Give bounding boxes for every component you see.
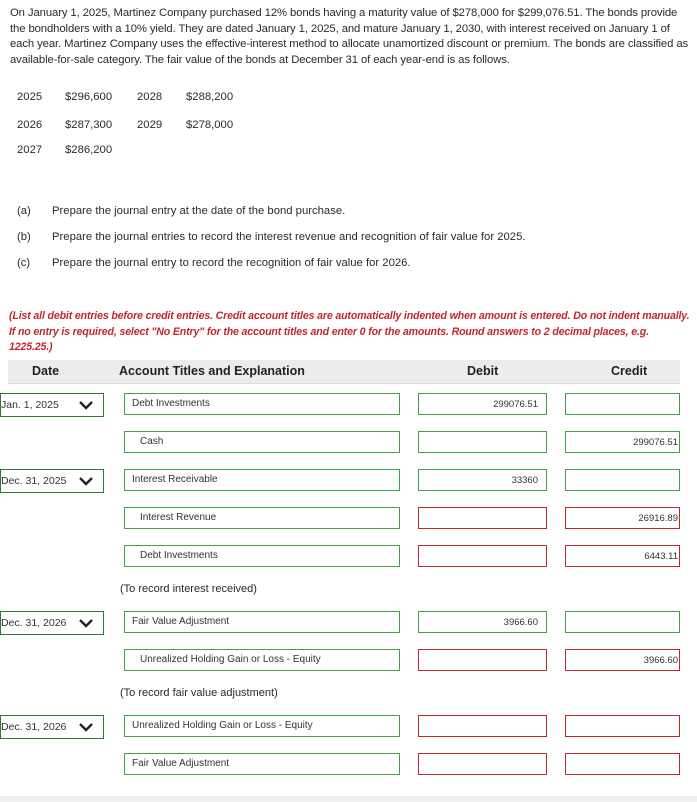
credit-input[interactable] bbox=[565, 469, 680, 491]
fv-value: $288,200 bbox=[186, 91, 234, 103]
header-credit: Credit bbox=[611, 364, 648, 378]
debit-value: 299076.51 bbox=[493, 399, 538, 410]
debit-input[interactable] bbox=[418, 545, 547, 567]
debit-input[interactable] bbox=[418, 431, 547, 453]
credit-value: 26916.89 bbox=[638, 513, 678, 524]
account-title-value: Unrealized Holding Gain or Loss - Equity bbox=[132, 720, 313, 731]
debit-input[interactable] bbox=[418, 507, 547, 529]
date-select[interactable] bbox=[0, 393, 104, 417]
date-select-value: Jan. 1, 2025 bbox=[1, 399, 59, 411]
fv-value: $296,600 bbox=[65, 91, 113, 103]
account-title-value: Debt Investments bbox=[132, 398, 210, 409]
header-account: Account Titles and Explanation bbox=[119, 364, 305, 378]
debit-value: 33360 bbox=[511, 475, 538, 486]
instructions: (List all debit entries before credit entries. Credit account titles are automatically indented when amount is entered. Do not indent manually. If no entry is required, select "No Entry" for the account titles and enter 0 for the amounts. Round answers to 2 decimal places, e.g. 1225.25.) bbox=[9, 310, 690, 353]
credit-input[interactable] bbox=[565, 611, 680, 633]
chevron-down-icon bbox=[78, 398, 94, 412]
account-title-input[interactable] bbox=[124, 649, 400, 671]
date-select-value: Dec. 31, 2026 bbox=[1, 617, 67, 629]
debit-input[interactable] bbox=[418, 469, 547, 491]
note-interest: (To record interest received) bbox=[120, 583, 257, 595]
account-title-input[interactable] bbox=[124, 545, 400, 567]
credit-value: 299076.51 bbox=[633, 437, 678, 448]
account-title-value: Fair Value Adjustment bbox=[132, 616, 230, 627]
account-title-value: Interest Revenue bbox=[140, 512, 217, 523]
account-title-input[interactable] bbox=[124, 393, 400, 415]
part-label: (c) bbox=[17, 257, 31, 269]
header-debit: Debit bbox=[467, 364, 499, 378]
fv-year: 2029 bbox=[137, 119, 163, 131]
chevron-down-icon bbox=[78, 616, 94, 630]
journal-table-header bbox=[8, 360, 680, 384]
chevron-down-icon bbox=[78, 720, 94, 734]
date-select[interactable] bbox=[0, 715, 104, 739]
fv-year: 2027 bbox=[17, 144, 43, 156]
credit-value: 3966.60 bbox=[643, 655, 678, 666]
account-title-value: Cash bbox=[140, 436, 164, 447]
debit-input[interactable] bbox=[418, 393, 547, 415]
fv-year: 2028 bbox=[137, 91, 163, 103]
credit-input[interactable] bbox=[565, 753, 680, 775]
credit-input[interactable] bbox=[565, 507, 680, 529]
fv-year: 2025 bbox=[17, 91, 43, 103]
account-title-value: Unrealized Holding Gain or Loss - Equity bbox=[140, 654, 321, 665]
account-title-input[interactable] bbox=[124, 715, 400, 737]
credit-input[interactable] bbox=[565, 715, 680, 737]
credit-input[interactable] bbox=[565, 431, 680, 453]
note-fair-value: (To record fair value adjustment) bbox=[120, 687, 278, 699]
fv-year: 2026 bbox=[17, 119, 43, 131]
account-title-input[interactable] bbox=[124, 611, 400, 633]
date-select[interactable] bbox=[0, 611, 104, 635]
debit-input[interactable] bbox=[418, 611, 547, 633]
fv-value: $278,000 bbox=[186, 119, 234, 131]
part-text: Prepare the journal entry at the date of the bond purchase. bbox=[52, 205, 346, 217]
debit-input[interactable] bbox=[418, 753, 547, 775]
account-title-value: Fair Value Adjustment bbox=[132, 758, 230, 769]
credit-input[interactable] bbox=[565, 545, 680, 567]
part-text: Prepare the journal entries to record the interest revenue and recognition of fair value for 2025. bbox=[52, 231, 526, 243]
account-title-input[interactable] bbox=[124, 753, 400, 775]
account-title-value: Interest Receivable bbox=[132, 474, 218, 485]
fv-value: $286,200 bbox=[65, 144, 113, 156]
account-title-value: Debt Investments bbox=[140, 550, 218, 561]
account-title-input[interactable] bbox=[124, 469, 400, 491]
debit-value: 3966.60 bbox=[503, 617, 538, 628]
chevron-down-icon bbox=[78, 474, 94, 488]
account-title-input[interactable] bbox=[124, 431, 400, 453]
credit-input[interactable] bbox=[565, 393, 680, 415]
account-title-input[interactable] bbox=[124, 507, 400, 529]
debit-input[interactable] bbox=[418, 715, 547, 737]
credit-input[interactable] bbox=[565, 649, 680, 671]
problem-statement: On January 1, 2025, Martinez Company purchased 12% bonds having a maturity value of $278,000 for $299,076.51. The bonds provide the bondholders with a 10% yield. They are dated January 1, 2025, and mature January 1, 2030, with interest received on January 1 of each year. Martinez Company uses the effective-interest method to allocate unamortized discount or premium. The bonds are classified as available-for-sale category. The fair value of the bonds at December 31 of each year-end is as follows. bbox=[10, 7, 689, 66]
fv-value: $287,300 bbox=[65, 119, 113, 131]
date-select-value: Dec. 31, 2025 bbox=[1, 475, 67, 487]
footer-divider bbox=[0, 796, 697, 802]
date-select-value: Dec. 31, 2026 bbox=[1, 721, 67, 733]
part-text: Prepare the journal entry to record the recognition of fair value for 2026. bbox=[52, 257, 411, 269]
part-label: (b) bbox=[17, 231, 31, 243]
part-label: (a) bbox=[17, 205, 31, 217]
credit-value: 6443.11 bbox=[644, 551, 678, 562]
date-select[interactable] bbox=[0, 469, 104, 493]
debit-input[interactable] bbox=[418, 649, 547, 671]
header-date: Date bbox=[32, 364, 60, 378]
